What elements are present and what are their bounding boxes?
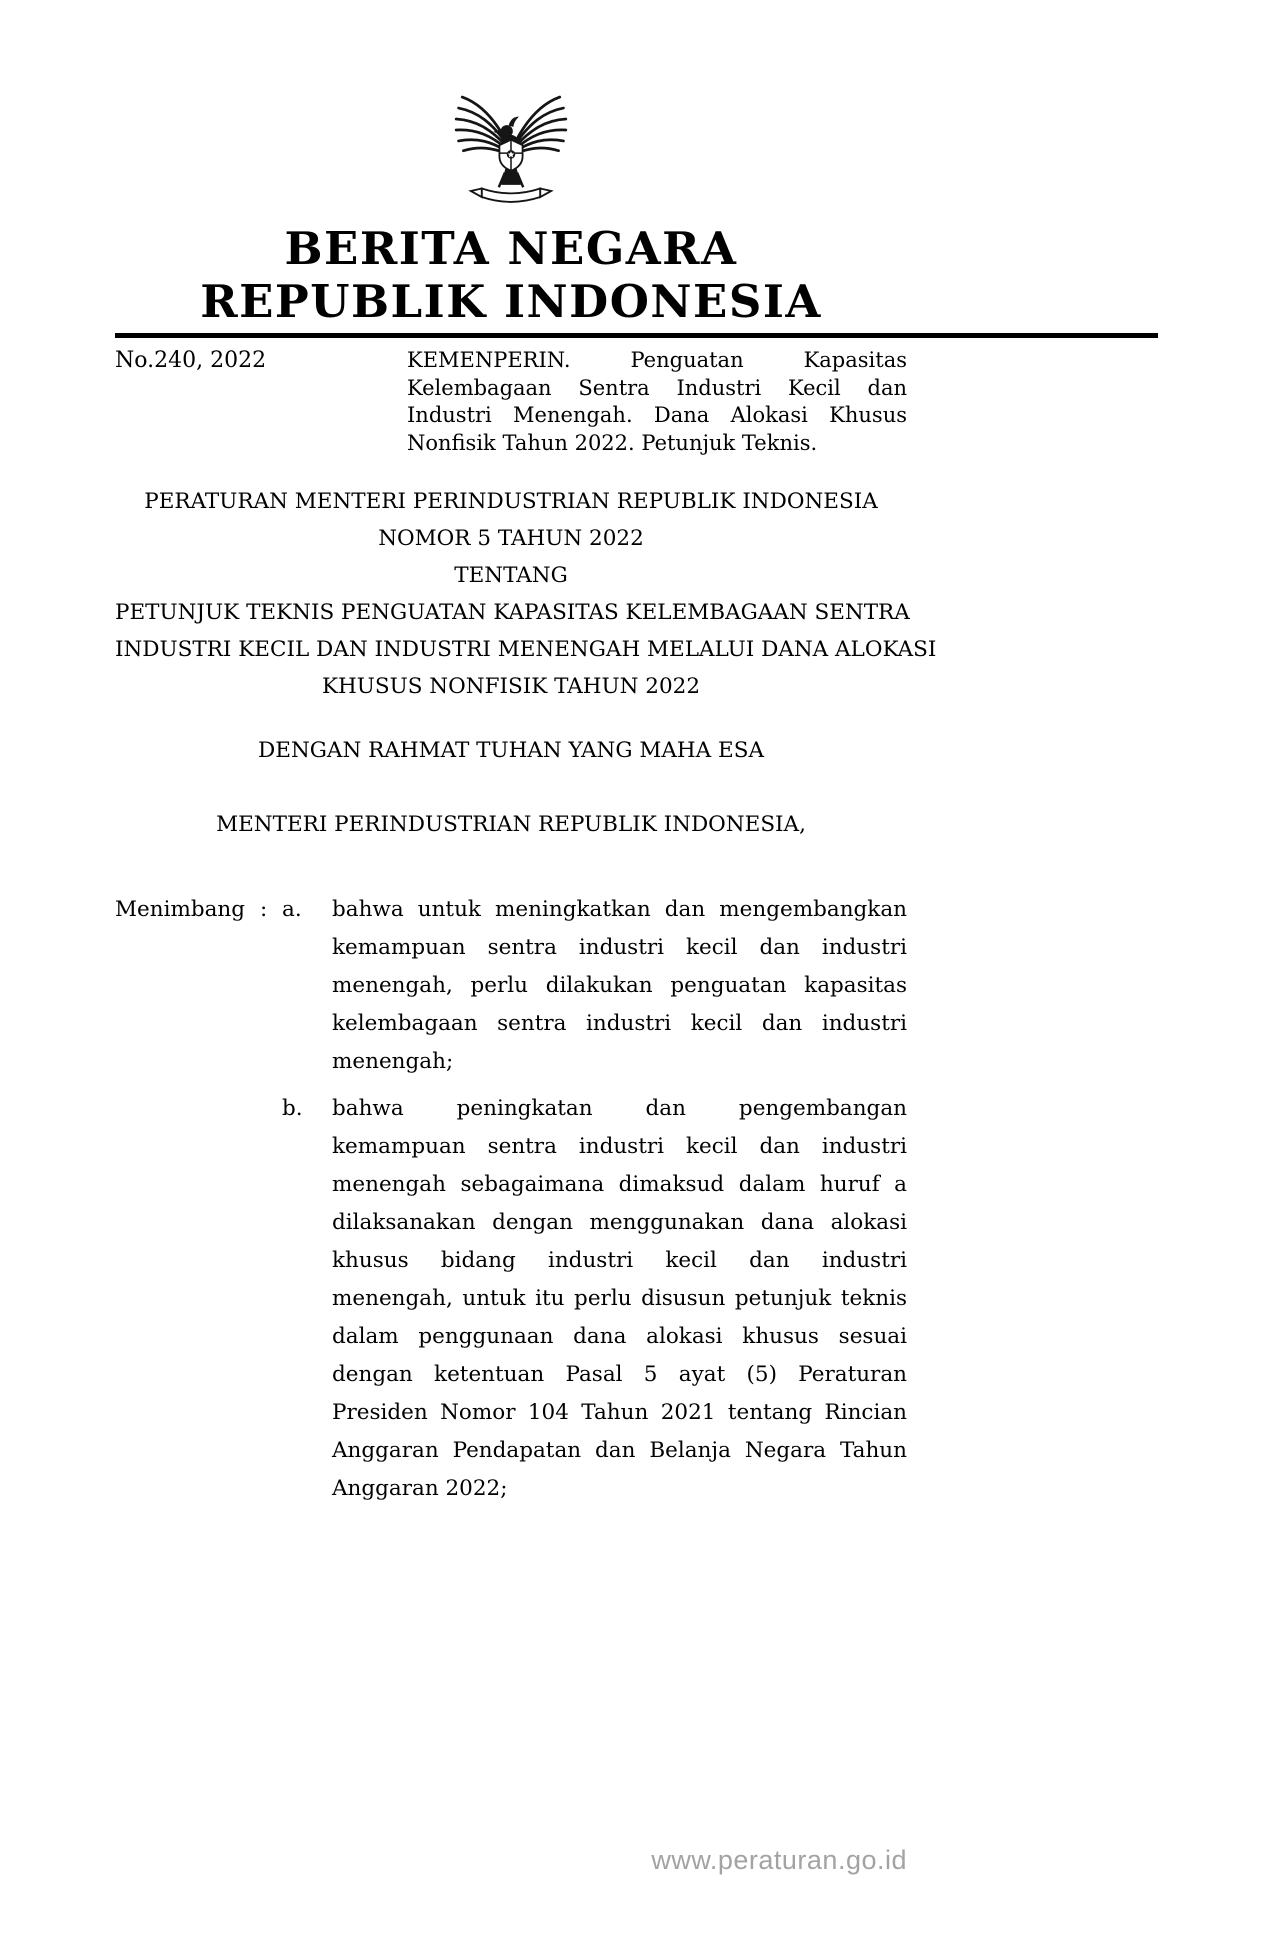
considering-items [282, 891, 907, 1517]
gazette-number: No.240, 2022 [115, 348, 267, 373]
regulation-number: NOMOR 5 TAHUN 2022 [378, 526, 644, 551]
item-marker-a: a. [282, 897, 302, 922]
subject-line-2: INDUSTRI KECIL DAN INDUSTRI MENENGAH MELALUI DANA ALOKASI [115, 637, 937, 662]
item-marker-b: b. [282, 1096, 303, 1121]
meta-row [115, 347, 907, 457]
masthead-rule [115, 333, 1158, 338]
regulation-title: PERATURAN MENTERI PERINDUSTRIAN REPUBLIK INDONESIA [144, 489, 878, 514]
considering-item-b [282, 1090, 907, 1508]
item-text-b: bahwa peningkatan dan pengembangan kemampuan sentra industri kecil dan industri menengah sebagaimana dimaksud dalam huruf a dilaksanakan dengan menggunakan dana alokasi khusus bidang industri kecil dan industri menengah, untuk itu perlu disusun petunjuk teknis dalam penggunaan dana alokasi khusus sesuai dengan ketentuan Pasal 5 ayat (5) Peraturan Presiden Nomor 104 Tahun 2021 tentang Rincian Anggaran Pendapatan dan Belanja Negara Tahun Anggaran 2022; [332, 1096, 907, 1501]
considering-section [115, 891, 907, 1517]
considering-colon: : [260, 897, 268, 922]
masthead-title-line1: BERITA NEGARA [284, 222, 738, 275]
subject-line-3: KHUSUS NONFISIK TAHUN 2022 [321, 674, 701, 699]
garuda-pancasila-emblem [450, 80, 572, 208]
emblem-container [115, 0, 907, 212]
tentang-label: TENTANG [454, 563, 568, 588]
subject-line-1: PETUNJUK TEKNIS PENGUATAN KAPASITAS KELEMBAGAAN SENTRA [115, 600, 910, 625]
considering-item-a [282, 891, 907, 1081]
masthead [115, 222, 907, 328]
document-abstract: KEMENPERIN. Penguatan Kapasitas Kelembagaan Sentra Industri Kecil dan Industri Menengah. Dana Alokasi Khusus Nonfisik Tahun 2022. Petunjuk Teknis. [407, 348, 907, 455]
authority-line: MENTERI PERINDUSTRIAN REPUBLIK INDONESIA, [216, 812, 806, 837]
invocation-line: DENGAN RAHMAT TUHAN YANG MAHA ESA [258, 738, 764, 763]
regulation-title-block [115, 483, 937, 843]
item-text-a: bahwa untuk meningkatkan dan mengembangkan kemampuan sentra industri kecil dan industri menengah, perlu dilakukan penguatan kapasitas kelembagaan sentra industri kecil dan industri menengah; [332, 897, 907, 1074]
footer-watermark-url: www.peraturan.go.id [651, 1845, 907, 1875]
masthead-title-line2: REPUBLIK INDONESIA [200, 275, 822, 328]
considering-label: Menimbang [115, 897, 246, 922]
